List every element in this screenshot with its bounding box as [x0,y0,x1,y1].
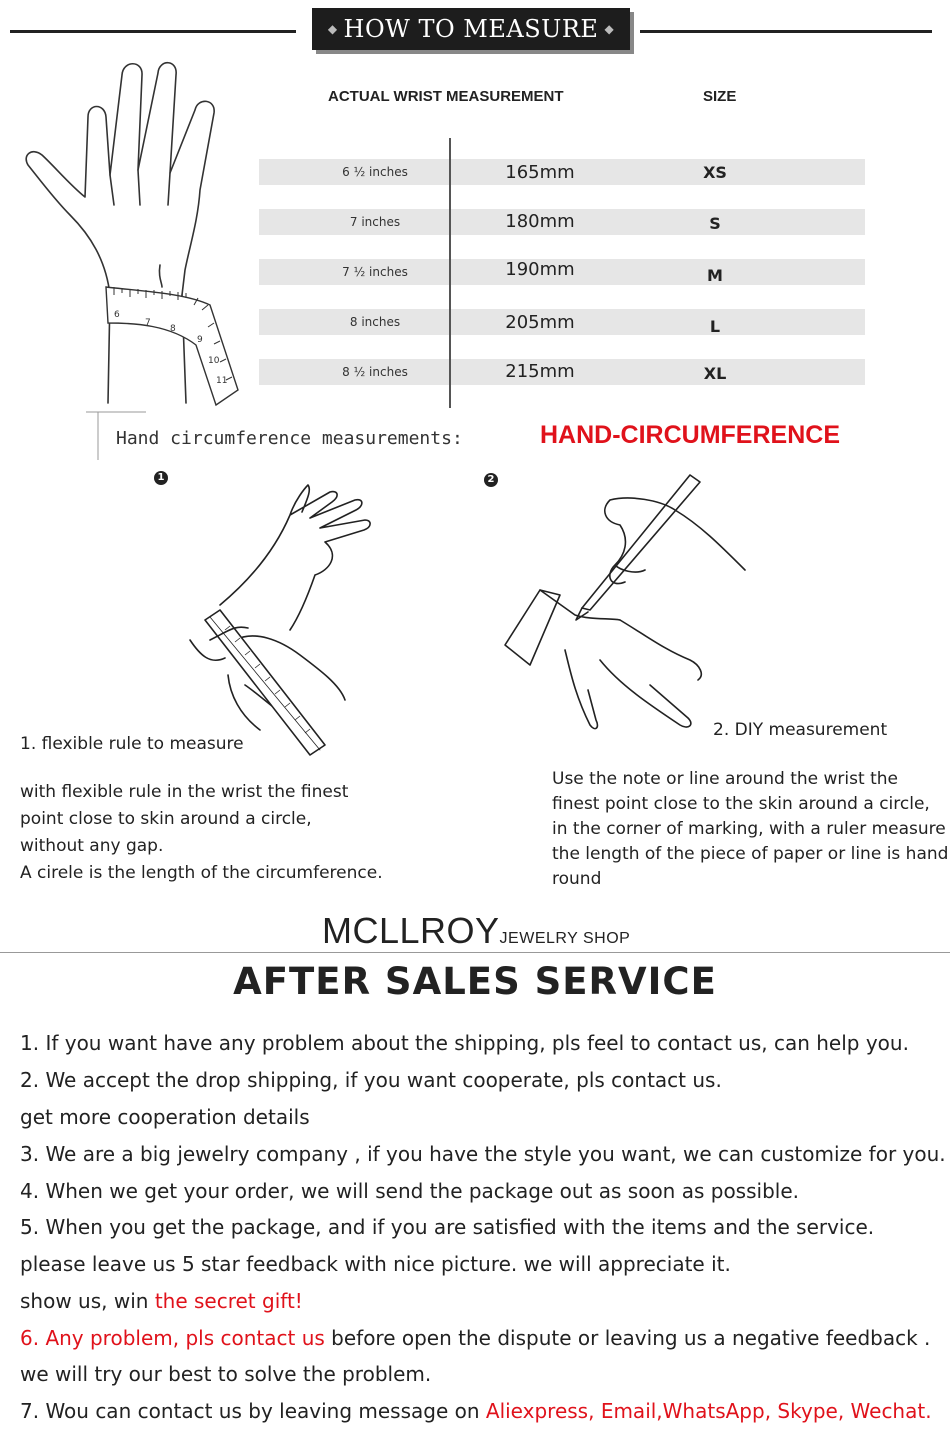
ruler-tick: 7 [145,318,151,328]
description-line: without any gap. [20,836,164,856]
service-line [20,1326,930,1350]
cell-size: XL [703,364,727,383]
service-line: 3. We are a big jewelry company , if you have the style you want, we can customize for you. [20,1142,946,1166]
description-line: A cirele is the length of the circumference. [20,863,383,883]
step2-caption [713,717,887,744]
diy-measurement-illustration [500,470,780,740]
service-text: 7. Wou can contact us by leaving message on [20,1399,486,1423]
cell-inches: 7 ½ inches [342,265,408,279]
after-sales-title: AFTER SALES SERVICE [233,960,717,1003]
service-line: 4. When we get your order, we will send the package out as soon as possible. [20,1179,799,1203]
secret-gift-highlight: the secret gift! [154,1289,303,1313]
cell-inches: 8 inches [349,315,401,329]
header-title: HOW TO MEASURE [343,15,599,43]
cell-size: S [709,214,721,233]
cell-size: M [707,266,723,285]
column-header-size: SIZE [703,88,737,105]
step1-caption [20,731,244,758]
ruler-tick: 8 [170,324,176,334]
ruler-tick: 9 [197,335,203,345]
header-rule-left [10,30,296,33]
hand-circumference-title: HAND-CIRCUMFERENCE [540,421,840,449]
diamond-icon: ◆ [604,22,615,36]
service-line [20,1289,303,1313]
ruler-tick: 6 [114,310,120,320]
step1-description [20,779,383,887]
service-line: we will try our best to solve the problem. [20,1362,432,1386]
contact-channels-highlight: Aliexpress, Email,WhatsApp, Skype, Wechat. [485,1399,932,1423]
brand-name: MCLLROY [322,910,500,951]
step2-description [552,767,948,892]
cell-inches: 8 ½ inches [342,365,408,379]
description-line: point close to skin around a circle, [20,809,312,829]
description-line: in the corner of marking, with a ruler measure [552,819,946,839]
service-line: 1. If you want have any problem about the shipping, pls feel to contact us, can help you. [20,1031,909,1055]
divider [0,952,950,953]
caption-text: 1. flexible rule to measure [20,734,244,754]
service-line: 2. We accept the drop shipping, if you want cooperate, pls contact us. [20,1068,722,1092]
header-banner [312,8,630,50]
table-divider [449,138,451,408]
description-line: Use the note or line around the wrist the [552,769,898,789]
service-line: get more cooperation details [20,1105,310,1129]
diamond-icon: ◆ [327,22,338,36]
brand-logo [322,910,630,952]
cell-mm: 180mm [505,211,575,232]
caption-text: 2. DIY measurement [713,720,888,740]
service-line: please leave us 5 star feedback with nice picture. we will appreciate it. [20,1252,731,1276]
ruler-tick: 10 [208,356,220,366]
service-line: 5. When you get the package, and if you are satisfied with the items and the service. [20,1215,875,1239]
step-number-badge: 2 [484,473,498,487]
description-line: finest point close to the skin around a circle, [552,794,930,814]
cell-mm: 215mm [505,361,575,382]
description-line: round [552,869,602,889]
service-text: before open the dispute or leaving us a negative feedback . [324,1326,931,1350]
column-header-measurement: ACTUAL WRIST MEASUREMENT [328,88,564,105]
flexible-rule-illustration [180,480,380,760]
description-line: the length of the piece of paper or line is hand [552,844,949,864]
hand-ruler-illustration [10,55,250,405]
cell-size: XS [703,163,727,182]
cell-inches: 6 ½ inches [342,165,408,179]
step-number-badge: 1 [154,471,168,485]
cell-mm: 165mm [505,162,575,183]
service-text: show us, win [20,1289,155,1313]
hand-circumference-label: Hand circumference measurements: [116,428,463,449]
ruler-tick: 11 [216,376,228,386]
service-line [20,1399,932,1423]
contact-highlight: 6. Any problem, pls contact us [20,1326,325,1350]
cell-inches: 7 inches [349,215,401,229]
cell-size: L [709,317,721,336]
cell-mm: 190mm [505,259,575,280]
brand-sub: JEWELRY SHOP [499,930,631,947]
cell-mm: 205mm [505,312,575,333]
description-line: with flexible rule in the wrist the finest [20,782,349,802]
header-rule-right [640,30,932,33]
